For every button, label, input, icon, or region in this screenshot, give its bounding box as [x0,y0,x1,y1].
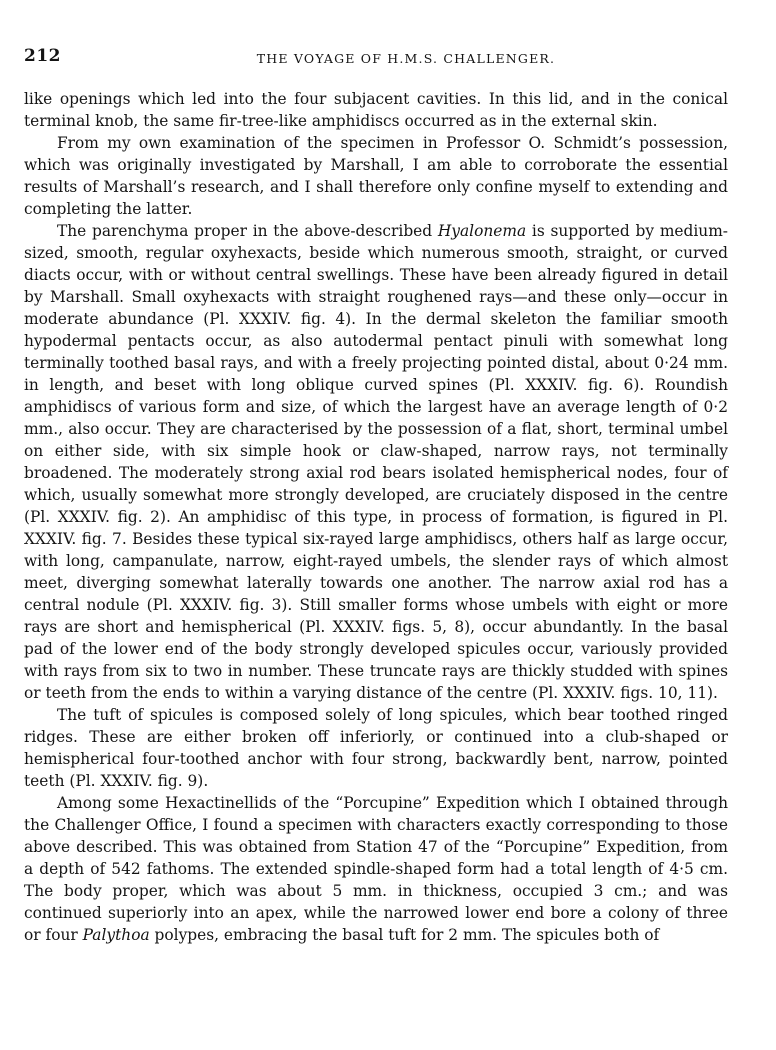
text-run: The tuft of spicules is composed solely of long spicules, which bear toothed ringed ridges. These are either broken off inferiorly, or continued into a club-shaped or hemispherical four-toothed anchor with four strong, backwardly bent, narrow, pointed teeth (Pl. XXXIV. fig. 9). [24,706,728,790]
paragraph [24,220,728,704]
text-run: polypes, embracing the basal tuft for 2 mm. The spicules both of [149,926,660,944]
paragraph [24,792,728,946]
text-run: The parenchyma proper in the above-described [57,222,438,240]
running-title: THE VOYAGE OF H.M.S. CHALLENGER. [256,51,556,66]
paragraph [24,88,728,132]
book-page [24,34,728,946]
text-run: Among some Hexactinellids of the “Porcupine” Expedition which I obtained through the Challenger Office, I found a specimen with characters exactly corresponding to those above described. This was obtained from Station 47 of the “Porcupine” Expedition, from a depth of 542 fathoms. The extended spindle-shaped form had a total length of 4·5 cm. The body proper, which was about 5 mm. in thickness, occupied 3 cm.; and was continued superiorly into an apex, while the narrowed lower end bore a colony of three or four [24,794,728,944]
text-run: like openings which led into the four subjacent cavities. In this lid, and in the conical terminal knob, the same fir-tree-like amphidiscs occurred as in the external skin. [24,90,728,130]
paragraph [24,132,728,220]
genus-name-italic: Palythoa [82,926,150,944]
body-text [24,88,728,946]
text-run: is supported by medium-sized, smooth, regular oxyhexacts, beside which numerous smooth, straight, or curved diacts occur, with or without central swellings. These have been already figured in detail by Marshall. Small oxyhexacts with straight roughened rays—and these only—occur in moderate abundance (Pl. XXXIV. fig. 4). In the dermal skeleton the familiar smooth hypodermal pentacts occur, as also autodermal pentact pinuli with somewhat long terminally toothed basal rays, and with a freely projecting pointed distal, about 0·24 mm. in length, and beset with long oblique curved spines (Pl. XXXIV. fig. 6). Roundish amphidiscs of various form and size, of which the largest have an average length of 0·2 mm., also occur. They are characterised by the possession of a flat, short, terminal umbel on either side, with six simple hook or claw-shaped, narrow rays, not terminally broadened. The moderately strong axial rod bears isolated hemispherical nodes, four of which, usually somewhat more strongly developed, are cruciately disposed in the centre (Pl. XXXIV. fig. 2). An amphidisc of this type, in process of formation, is figured in Pl. XXXIV. fig. 7. Besides these typical six-rayed large amphidiscs, others half as large occur, with long, campanulate, narrow, eight-rayed umbels, the slender rays of which almost meet, diverging somewhat laterally towards one another. The narrow axial rod has a central nodule (Pl. XXXIV. fig. 3). Still smaller forms whose umbels with eight or more rays are short and hemispherical (Pl. XXXIV. figs. 5, 8), occur abundantly. In the basal pad of the lower end of the body strongly developed spicules occur, variously provided with rays from six to two in number. These truncate rays are thickly studded with spines or teeth from the ends to within a varying distance of the centre (Pl. XXXIV. figs. 10, 11). [24,222,728,702]
running-head [24,34,728,68]
page-number: 212 [24,46,61,66]
paragraph [24,704,728,792]
text-run: From my own examination of the specimen in Professor O. Schmidt’s possession, which was originally investigated by Marshall, I am able to corroborate the essential results of Marshall’s research, and I shall therefore only confine myself to extending and completing the latter. [24,134,728,218]
genus-name-italic: Hyalonema [437,222,527,240]
